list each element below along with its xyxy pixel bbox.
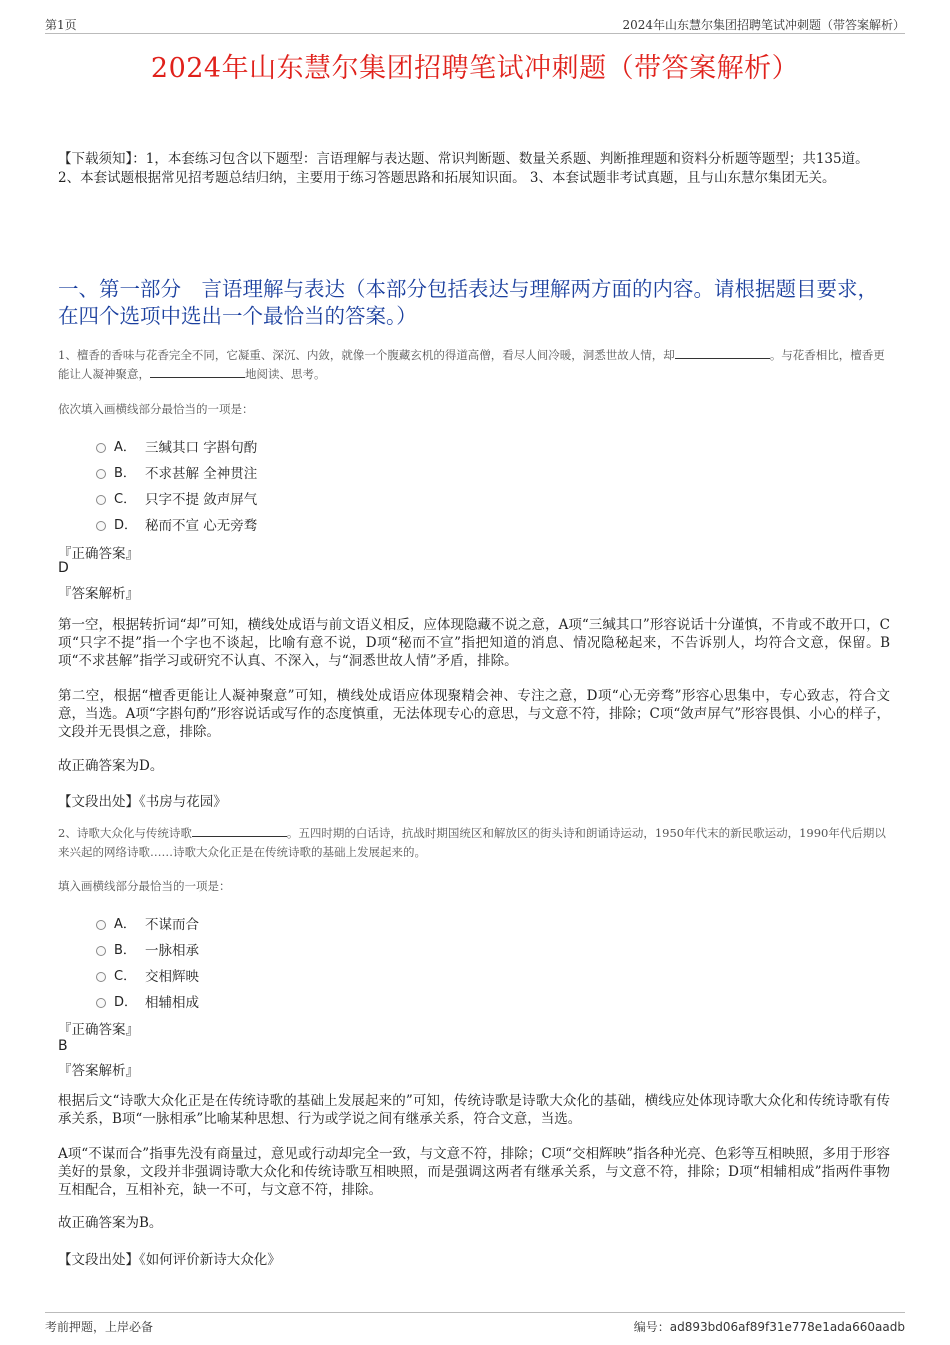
question-instruction: 依次填入画横线部分最恰当的一项是： [58,402,254,416]
fill-blank [675,347,770,359]
radio-button[interactable] [96,998,106,1008]
analysis-conclusion: 故正确答案为B。 [58,1215,163,1231]
radio-button[interactable] [96,946,106,956]
fill-blank [150,366,245,378]
analysis-paragraph: 根据后文“诗歌大众化正是在传统诗歌的基础上发展起来的”可知，传统诗歌是诗歌大众化的基础，横线应处体现诗歌大众化和传统诗歌有传承关系，B项“一脉相承”比喻某种思想、行为或学说之间有继承关系，符合文意，当选。 [58,1093,890,1127]
correct-answer: D [58,560,69,576]
radio-button[interactable] [96,495,106,505]
download-notice: 【下载须知】：1，本套练习包含以下题型：言语理解与表达题、常识判断题、数量关系题、判断推理题和资料分析题等题型；共135道。 2、本套试题根据常见招考题总结归纳，主要用于练习答题思路和拓展知识面。 3、本套试题非考试真题，且与山东慧尔集团无关。 [58,151,869,186]
page-footer [45,1312,905,1337]
question-instruction: 填入画横线部分最恰当的一项是： [58,879,231,893]
analysis-paragraph: 第二空，根据“檀香更能让人凝神聚意”可知，横线处成语应体现聚精会神、专注之意，D项“心无旁骛”形容心思集中，专心致志，符合文意，当选。A项“字斟句酌”形容说话或写作的态度慎重，无法体现专心的意思，与文意不符，排除；C项“敛声屏气”形容畏惧、小心的样子，文段并无畏惧之意，排除。 [58,688,890,740]
section-heading: 一、第一部分 言语理解与表达（本部分包括表达与理解两方面的内容。请根据题目要求，在四个选项中选出一个最恰当的答案。） [58,277,878,328]
document-code: 编号：ad893bd06af89f31e778e1ada660aadb [633,1320,905,1334]
footer-slogan: 考前押题，上岸必备 [45,1320,154,1334]
correct-answer-label: 『正确答案』 [58,546,139,562]
radio-button[interactable] [96,920,106,930]
radio-button[interactable] [96,972,106,982]
analysis-conclusion: 故正确答案为D。 [58,758,164,774]
page-number: 第1页 [45,18,77,32]
document-title: 2024年山东慧尔集团招聘笔试冲刺题（带答案解析） [150,53,800,84]
analysis-paragraph: A项“不谋而合”指事先没有商量过，意见或行动却完全一致，与文意不符，排除；C项“交相辉映”指各种光亮、色彩等互相映照，多用于形容美好的景象，文段并非强调诗歌大众化和传统诗歌互相映照，而是强调这两者有继承关系，与文意不符，排除；D项“相辅相成”指两件事物互相配合，互相补充，缺一不可，与文意不符，排除。 [58,1146,890,1198]
question-stem: 2、诗歌大众化与传统诗歌 。五四时期的白话诗，抗战时期国统区和解放区的街头诗和朗诵诗运动，1950年代末的新民歌运动，1990年代后期以来兴起的网络诗歌……诗歌大众化正是在传统诗歌的基础上发展起来的。 [58,826,886,859]
analysis-label: 『答案解析』 [58,586,139,602]
text-source: 【文段出处】《如何评价新诗大众化》 [58,1252,281,1268]
header-doc-title: 2024年山东慧尔集团招聘笔试冲刺题（带答案解析） [622,18,905,32]
text-source: 【文段出处】《书房与花园》 [58,794,227,810]
fill-blank [192,825,287,837]
radio-button[interactable] [96,443,106,453]
analysis-label: 『答案解析』 [58,1063,139,1079]
correct-answer-label: 『正确答案』 [58,1022,139,1038]
question-stem: 1、檀香的香味与花香完全不同，它凝重、深沉、内敛，就像一个腹藏玄机的得道高僧，看尽人间冷暖，洞悉世故人情，却 。与花香相比，檀香更能让人凝神聚意， 地阅读、思考。 [58,348,885,381]
analysis-paragraph: 第一空，根据转折词“却”可知，横线处成语与前文语义相反，应体现隐藏不说之意，A项“三缄其口”形容说话十分谨慎，不肯或不敢开口，C项“只字不提”指一个字也不谈起，比喻有意不说，D项“秘而不宣”指把知道的消息、情况隐秘起来，不告诉别人，均符合文意，保留。B项“不求甚解”指学习或研究不认真、不深入，与“洞悉世故人情”矛盾，排除。 [58,617,890,669]
page-header [45,14,905,34]
radio-button[interactable] [96,521,106,531]
correct-answer: B [58,1038,68,1054]
radio-button[interactable] [96,469,106,479]
